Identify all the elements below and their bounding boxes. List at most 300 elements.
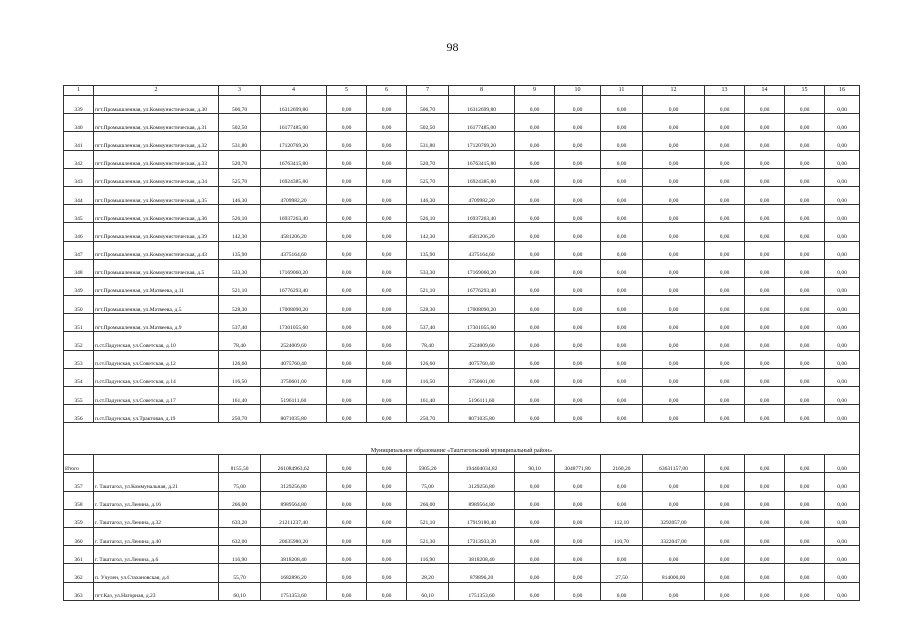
value-cell: 0,00 <box>601 368 643 386</box>
value-cell: 0,00 <box>515 368 555 386</box>
row-number: 345 <box>64 205 94 223</box>
value-cell: 16937263,40 <box>261 205 327 223</box>
address-cell: г. Таштагол, ул.Ленина, д.6 <box>94 546 219 564</box>
value-cell: 0,00 <box>705 582 745 600</box>
value-cell: 0,00 <box>745 350 785 368</box>
value-cell: 0,00 <box>367 387 407 405</box>
value-cell: 0,00 <box>643 473 705 491</box>
value-cell: 3750601,00 <box>449 368 515 386</box>
table-row <box>64 277 860 295</box>
row-number: 360 <box>64 527 94 545</box>
address-cell: п.ст.Падунская, ул.Трактовая, д.19 <box>94 405 219 423</box>
value-cell: 0,00 <box>367 296 407 314</box>
column-number: 11 <box>601 86 643 96</box>
value-cell: 0,00 <box>367 350 407 368</box>
total-value: 0,00 <box>367 455 407 473</box>
table-row <box>64 564 860 582</box>
value-cell: 0,00 <box>705 114 745 132</box>
value-cell: 17120769,20 <box>449 132 515 150</box>
table-row <box>64 509 860 527</box>
value-cell: 526,10 <box>219 205 261 223</box>
column-number: 2 <box>94 86 219 96</box>
row-number: 357 <box>64 473 94 491</box>
value-cell: 0,00 <box>825 96 860 114</box>
value-cell: 3129256,80 <box>449 473 515 491</box>
value-cell: 0,00 <box>643 314 705 332</box>
value-cell: 0,00 <box>705 564 745 582</box>
value-cell: 0,00 <box>515 564 555 582</box>
value-cell: 521,10 <box>219 277 261 295</box>
value-cell: 21211237,40 <box>261 509 327 527</box>
address-cell: пгт.Каз, ул.Нагорная, д.23 <box>94 582 219 600</box>
row-number: 358 <box>64 491 94 509</box>
total-value <box>94 455 219 473</box>
address-cell: г. Таштагол, ул.Ленина, д.32 <box>94 509 219 527</box>
row-number: 362 <box>64 564 94 582</box>
value-cell: 633,20 <box>219 509 261 527</box>
row-number: 346 <box>64 223 94 241</box>
value-cell: 0,00 <box>555 259 601 277</box>
value-cell: 0,00 <box>367 223 407 241</box>
value-cell: 531,80 <box>407 132 449 150</box>
value-cell: 4075760,40 <box>261 350 327 368</box>
row-number: 342 <box>64 150 94 168</box>
value-cell: 4581206,20 <box>261 223 327 241</box>
value-cell: 3292057,00 <box>643 509 705 527</box>
table-row <box>64 168 860 186</box>
value-cell: 632,00 <box>219 527 261 545</box>
value-cell: 0,00 <box>327 259 367 277</box>
value-cell: 0,00 <box>643 296 705 314</box>
value-cell: 0,00 <box>555 114 601 132</box>
value-cell: 0,00 <box>601 259 643 277</box>
address-cell: пгт.Промышленная, ул.Коммунистическая, д.39 <box>94 223 219 241</box>
row-number: 343 <box>64 168 94 186</box>
column-number: 4 <box>261 86 327 96</box>
value-cell: 0,00 <box>705 150 745 168</box>
value-cell: 0,00 <box>643 405 705 423</box>
value-cell: 5196111,60 <box>449 387 515 405</box>
value-cell: 250,70 <box>407 405 449 423</box>
table-row <box>64 387 860 405</box>
value-cell: 537,40 <box>219 314 261 332</box>
table-row <box>64 314 860 332</box>
value-cell: 0,00 <box>515 186 555 204</box>
value-cell: 533,30 <box>407 259 449 277</box>
column-number: 3 <box>219 86 261 96</box>
value-cell: 0,00 <box>327 277 367 295</box>
column-number: 12 <box>643 86 705 96</box>
value-cell: 0,00 <box>785 387 825 405</box>
value-cell: 0,00 <box>601 132 643 150</box>
table-row <box>64 473 860 491</box>
section-title: Муниципальное образование «Таштагольский муниципальный район» <box>64 423 860 455</box>
value-cell: 0,00 <box>327 491 367 509</box>
value-cell: 16763415,80 <box>261 150 327 168</box>
row-number: 355 <box>64 387 94 405</box>
value-cell: 0,00 <box>825 277 860 295</box>
value-cell: 16312699,80 <box>261 96 327 114</box>
value-cell: 0,00 <box>825 473 860 491</box>
column-number: 7 <box>407 86 449 96</box>
value-cell: 0,00 <box>705 491 745 509</box>
value-cell: 0,00 <box>785 368 825 386</box>
table-row <box>64 132 860 150</box>
value-cell: 0,00 <box>601 387 643 405</box>
value-cell: 878896,20 <box>449 564 515 582</box>
value-cell: 0,00 <box>745 186 785 204</box>
value-cell: 17301055,60 <box>261 314 327 332</box>
value-cell: 0,00 <box>367 332 407 350</box>
value-cell: 0,00 <box>745 509 785 527</box>
value-cell: 528,30 <box>219 296 261 314</box>
value-cell: 0,00 <box>643 277 705 295</box>
value-cell: 0,00 <box>555 509 601 527</box>
table-row <box>64 223 860 241</box>
value-cell: 0,00 <box>601 96 643 114</box>
value-cell: 0,00 <box>745 277 785 295</box>
row-number: 351 <box>64 314 94 332</box>
value-cell: 5196111,60 <box>261 387 327 405</box>
value-cell: 531,80 <box>219 132 261 150</box>
value-cell: 533,30 <box>219 259 261 277</box>
value-cell: 0,00 <box>785 473 825 491</box>
value-cell: 0,00 <box>555 205 601 223</box>
value-cell: 0,00 <box>601 473 643 491</box>
value-cell: 0,00 <box>643 96 705 114</box>
value-cell: 0,00 <box>367 114 407 132</box>
value-cell: 0,00 <box>515 241 555 259</box>
value-cell: 0,00 <box>745 132 785 150</box>
table-row <box>64 350 860 368</box>
value-cell: 0,00 <box>705 332 745 350</box>
table-row <box>64 205 860 223</box>
value-cell: 0,00 <box>705 186 745 204</box>
address-cell: пгт.Промышленная, ул.Коммунистическая, д.36 <box>94 205 219 223</box>
column-number: 6 <box>367 86 407 96</box>
value-cell: 0,00 <box>785 168 825 186</box>
value-cell: 0,00 <box>515 296 555 314</box>
value-cell: 0,00 <box>705 168 745 186</box>
value-cell: 1751353,60 <box>449 582 515 600</box>
value-cell: 0,00 <box>601 582 643 600</box>
value-cell: 0,00 <box>515 132 555 150</box>
value-cell: 135,90 <box>219 241 261 259</box>
column-number: 15 <box>785 86 825 96</box>
value-cell: 0,00 <box>745 546 785 564</box>
value-cell: 0,00 <box>555 186 601 204</box>
value-cell: 2524009,60 <box>449 332 515 350</box>
value-cell: 0,00 <box>515 314 555 332</box>
total-value: 0,00 <box>705 455 745 473</box>
value-cell: 0,00 <box>825 205 860 223</box>
value-cell: 0,00 <box>745 168 785 186</box>
address-cell: п.ст.Падунская, ул.Советская, д.12 <box>94 350 219 368</box>
value-cell: 0,00 <box>515 509 555 527</box>
value-cell: 17120769,20 <box>261 132 327 150</box>
value-cell: 0,00 <box>745 241 785 259</box>
total-label: Итого <box>64 455 94 473</box>
value-cell: 0,00 <box>327 582 367 600</box>
total-row <box>64 455 860 473</box>
value-cell: 126,60 <box>407 350 449 368</box>
value-cell: 0,00 <box>745 96 785 114</box>
value-cell: 16177485,00 <box>261 114 327 132</box>
value-cell: 0,00 <box>515 582 555 600</box>
value-cell: 0,00 <box>705 132 745 150</box>
value-cell: 0,00 <box>327 387 367 405</box>
value-cell: 0,00 <box>745 473 785 491</box>
column-number: 8 <box>449 86 515 96</box>
value-cell: 0,00 <box>515 223 555 241</box>
table-row <box>64 332 860 350</box>
value-cell: 0,00 <box>745 491 785 509</box>
value-cell: 0,00 <box>555 564 601 582</box>
value-cell: 0,00 <box>327 296 367 314</box>
value-cell: 116,90 <box>219 546 261 564</box>
value-cell: 0,00 <box>555 332 601 350</box>
total-value: 63631157,00 <box>643 455 705 473</box>
row-number: 353 <box>64 350 94 368</box>
value-cell: 16776293,40 <box>449 277 515 295</box>
value-cell: 0,00 <box>367 259 407 277</box>
total-value: 0,00 <box>327 455 367 473</box>
value-cell: 0,00 <box>643 350 705 368</box>
value-cell: 0,00 <box>785 96 825 114</box>
address-cell: пгт.Промышленная, ул.Коммунистическая, д.34 <box>94 168 219 186</box>
value-cell: 3129256,80 <box>261 473 327 491</box>
value-cell: 0,00 <box>327 205 367 223</box>
value-cell: 16924385,80 <box>261 168 327 186</box>
column-number: 10 <box>555 86 601 96</box>
value-cell: 521,10 <box>407 509 449 527</box>
value-cell: 0,00 <box>555 150 601 168</box>
value-cell: 17169060,20 <box>449 259 515 277</box>
value-cell: 0,00 <box>705 546 745 564</box>
value-cell: 0,00 <box>785 277 825 295</box>
value-cell: 0,00 <box>745 582 785 600</box>
address-cell: г. Таштагол, ул.Коммунальная, д.21 <box>94 473 219 491</box>
housing-registry-table <box>63 85 860 601</box>
value-cell: 0,00 <box>601 491 643 509</box>
value-cell: 0,00 <box>327 564 367 582</box>
value-cell: 3818208,40 <box>261 546 327 564</box>
value-cell: 0,00 <box>745 205 785 223</box>
value-cell: 78,40 <box>407 332 449 350</box>
value-cell: 8071035,80 <box>449 405 515 423</box>
value-cell: 4709982,20 <box>449 186 515 204</box>
value-cell: 0,00 <box>327 314 367 332</box>
value-cell: 0,00 <box>785 150 825 168</box>
value-cell: 0,00 <box>745 150 785 168</box>
value-cell: 0,00 <box>515 473 555 491</box>
value-cell: 0,00 <box>785 114 825 132</box>
value-cell: 0,00 <box>643 546 705 564</box>
value-cell: 250,70 <box>219 405 261 423</box>
address-cell: пгт.Промышленная, ул.Коммунистическая, д.32 <box>94 132 219 150</box>
value-cell: 0,00 <box>785 564 825 582</box>
value-cell: 520,70 <box>219 150 261 168</box>
value-cell: 0,00 <box>825 527 860 545</box>
value-cell: 0,00 <box>825 368 860 386</box>
value-cell: 0,00 <box>825 582 860 600</box>
table-row <box>64 241 860 259</box>
value-cell: 0,00 <box>555 546 601 564</box>
value-cell: 0,00 <box>643 332 705 350</box>
value-cell: 17919180,40 <box>449 509 515 527</box>
value-cell: 0,00 <box>785 132 825 150</box>
value-cell: 0,00 <box>705 277 745 295</box>
value-cell: 0,00 <box>601 241 643 259</box>
value-cell: 16177485,00 <box>449 114 515 132</box>
value-cell: 0,00 <box>555 223 601 241</box>
value-cell: 16937263,40 <box>449 205 515 223</box>
address-cell: пгт.Промышленная, ул.Коммунистическая, д.30 <box>94 96 219 114</box>
value-cell: 0,00 <box>367 150 407 168</box>
value-cell: 0,00 <box>785 582 825 600</box>
value-cell: 506,70 <box>407 96 449 114</box>
value-cell: 0,00 <box>785 223 825 241</box>
address-cell: пгт.Промышленная, ул.Матвеева, д.11 <box>94 277 219 295</box>
value-cell: 0,00 <box>555 405 601 423</box>
value-cell: 0,00 <box>601 205 643 223</box>
value-cell: 4709982,20 <box>261 186 327 204</box>
value-cell: 17169060,20 <box>261 259 327 277</box>
value-cell: 0,00 <box>785 405 825 423</box>
value-cell: 0,00 <box>745 387 785 405</box>
value-cell: 3750601,00 <box>261 368 327 386</box>
value-cell: 0,00 <box>515 168 555 186</box>
value-cell: 0,00 <box>785 350 825 368</box>
value-cell: 0,00 <box>785 491 825 509</box>
column-number-row <box>64 86 860 96</box>
value-cell: 3322047,00 <box>643 527 705 545</box>
value-cell: 16924385,80 <box>449 168 515 186</box>
row-number: 356 <box>64 405 94 423</box>
row-number: 349 <box>64 277 94 295</box>
value-cell: 60,10 <box>407 582 449 600</box>
value-cell: 0,00 <box>367 132 407 150</box>
value-cell: 0,00 <box>555 527 601 545</box>
value-cell: 0,00 <box>515 114 555 132</box>
total-value: 194404034,82 <box>449 455 515 473</box>
value-cell: 0,00 <box>825 114 860 132</box>
value-cell: 814000,00 <box>643 564 705 582</box>
total-value: 2160,20 <box>601 455 643 473</box>
value-cell: 0,00 <box>643 582 705 600</box>
row-number: 350 <box>64 296 94 314</box>
value-cell: 0,00 <box>705 241 745 259</box>
value-cell: 0,00 <box>327 168 367 186</box>
value-cell: 112,10 <box>601 509 643 527</box>
value-cell: 0,00 <box>367 473 407 491</box>
value-cell: 0,00 <box>515 332 555 350</box>
total-value: 90,10 <box>515 455 555 473</box>
value-cell: 0,00 <box>601 350 643 368</box>
value-cell: 0,00 <box>555 473 601 491</box>
value-cell: 0,00 <box>643 150 705 168</box>
value-cell: 110,70 <box>601 527 643 545</box>
table-row <box>64 582 860 600</box>
value-cell: 0,00 <box>705 96 745 114</box>
value-cell: 0,00 <box>705 314 745 332</box>
value-cell: 0,00 <box>643 114 705 132</box>
address-cell: г. Таштагол, ул.Ленина, д.40 <box>94 527 219 545</box>
value-cell: 142,30 <box>219 223 261 241</box>
value-cell: 0,00 <box>601 296 643 314</box>
value-cell: 0,00 <box>643 241 705 259</box>
value-cell: 0,00 <box>705 368 745 386</box>
row-number: 341 <box>64 132 94 150</box>
value-cell: 502,50 <box>407 114 449 132</box>
value-cell: 0,00 <box>601 114 643 132</box>
row-number: 354 <box>64 368 94 386</box>
value-cell: 0,00 <box>327 368 367 386</box>
value-cell: 126,60 <box>219 350 261 368</box>
value-cell: 8071035,80 <box>261 405 327 423</box>
value-cell: 55,70 <box>219 564 261 582</box>
table-row <box>64 491 860 509</box>
value-cell: 0,00 <box>367 205 407 223</box>
value-cell: 161,40 <box>407 387 449 405</box>
value-cell: 17313933,20 <box>449 527 515 545</box>
value-cell: 0,00 <box>367 564 407 582</box>
value-cell: 0,00 <box>555 277 601 295</box>
value-cell: 0,00 <box>367 405 407 423</box>
value-cell: 142,30 <box>407 223 449 241</box>
value-cell: 0,00 <box>555 387 601 405</box>
value-cell: 0,00 <box>785 332 825 350</box>
value-cell: 0,00 <box>555 582 601 600</box>
value-cell: 0,00 <box>327 546 367 564</box>
value-cell: 0,00 <box>555 241 601 259</box>
row-number: 339 <box>64 96 94 114</box>
value-cell: 0,00 <box>705 223 745 241</box>
value-cell: 16776293,40 <box>261 277 327 295</box>
value-cell: 0,00 <box>825 546 860 564</box>
value-cell: 0,00 <box>825 241 860 259</box>
total-value: 5905,20 <box>407 455 449 473</box>
value-cell: 526,10 <box>407 205 449 223</box>
total-value: 3048771,80 <box>555 455 601 473</box>
value-cell: 0,00 <box>601 186 643 204</box>
value-cell: 0,00 <box>367 168 407 186</box>
value-cell: 0,00 <box>327 96 367 114</box>
value-cell: 520,70 <box>407 150 449 168</box>
value-cell: 0,00 <box>555 368 601 386</box>
value-cell: 502,50 <box>219 114 261 132</box>
row-number: 344 <box>64 186 94 204</box>
value-cell: 0,00 <box>745 564 785 582</box>
value-cell: 0,00 <box>327 186 367 204</box>
value-cell: 0,00 <box>555 168 601 186</box>
row-number: 348 <box>64 259 94 277</box>
value-cell: 0,00 <box>515 387 555 405</box>
value-cell: 0,00 <box>785 205 825 223</box>
row-number: 352 <box>64 332 94 350</box>
column-number: 9 <box>515 86 555 96</box>
value-cell: 0,00 <box>825 332 860 350</box>
value-cell: 0,00 <box>327 350 367 368</box>
address-cell: п. Учулен, ул.Стахановская, д.4 <box>94 564 219 582</box>
value-cell: 146,30 <box>407 186 449 204</box>
address-cell: п.ст.Падунская, ул.Советская, д.14 <box>94 368 219 386</box>
value-cell: 20635980,20 <box>261 527 327 545</box>
value-cell: 0,00 <box>601 314 643 332</box>
row-number: 363 <box>64 582 94 600</box>
value-cell: 266,00 <box>407 491 449 509</box>
address-cell: п.ст.Падунская, ул.Советская, д.17 <box>94 387 219 405</box>
